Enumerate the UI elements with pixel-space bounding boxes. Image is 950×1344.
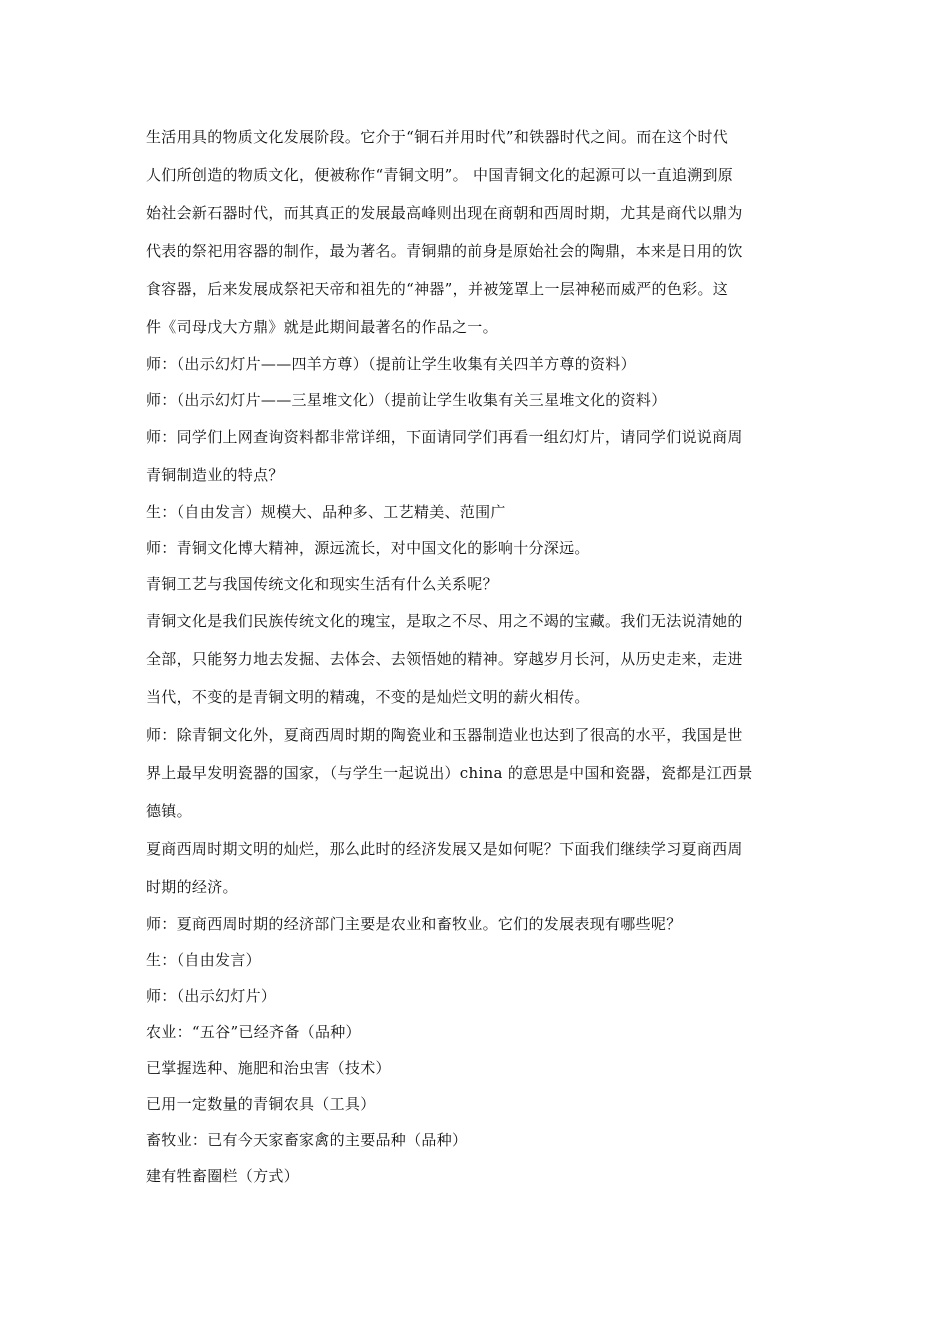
text-line: 青铜文化是我们民族传统文化的瑰宝，是取之不尽、用之不竭的宝藏。我们无法说清她的 bbox=[146, 612, 743, 630]
text-line: 已掌握选种、施肥和治虫害（技术） bbox=[146, 1059, 391, 1077]
text-line: 件《司母戊大方鼎》就是此期间最著名的作品之一。 bbox=[146, 318, 498, 336]
text-line: 师：夏商西周时期的经济部门主要是农业和畜牧业。它们的发展表现有哪些呢？ bbox=[146, 915, 682, 933]
text-line: 师：（出示幻灯片——四羊方尊）（提前让学生收集有关四羊方尊的资料） bbox=[146, 355, 636, 373]
paragraph-question-tradition bbox=[146, 566, 810, 602]
text-line: 全部，只能努力地去发掘、去体会、去领悟她的精神。穿越岁月长河，从历史走来，走进 bbox=[146, 650, 743, 668]
text-line: 界上最早发明瓷器的国家，（与学生一起说出）china 的意思是中国和瓷器，瓷都是江西景 bbox=[146, 764, 753, 782]
text-line: 师：（出示幻灯片） bbox=[146, 987, 277, 1005]
paragraph-sanxingdui bbox=[146, 382, 810, 418]
text-line: 农业：“五谷”已经齐备（品种） bbox=[146, 1023, 361, 1041]
text-line: 生：（自由发言）规模大、品种多、工艺精美、范围广 bbox=[146, 503, 506, 521]
paragraph-slides-question bbox=[146, 418, 810, 494]
text-line: 师：同学们上网查询资料都非常详细，下面请同学们再看一组幻灯片，请同学们说说商周 bbox=[146, 428, 743, 446]
paragraph-teacher-slides bbox=[146, 978, 810, 1014]
paragraph-teacher-remark bbox=[146, 530, 810, 566]
text-line: 生活用具的物质文化发展阶段。它介于“铜石并用时代”和铁器时代之间。而在这个时代 bbox=[146, 128, 729, 146]
text-line: 夏商西周时期文明的灿烂，那么此时的经济发展又是如何呢？下面我们继续学习夏商西周 bbox=[146, 840, 743, 858]
text-line: 人们所创造的物质文化，便被称作“青铜文明”。 中国青铜文化的起源可以一直追溯到原 bbox=[146, 166, 734, 184]
paragraph-economy-sectors bbox=[146, 906, 810, 942]
text-line: 当代，不变的是青铜文明的精魂，不变的是灿烂文明的薪火相传。 bbox=[146, 688, 590, 706]
paragraph-bronze-treasure bbox=[146, 602, 810, 716]
paragraph-porcelain bbox=[146, 716, 810, 830]
paragraph-agriculture-tools bbox=[146, 1086, 810, 1122]
paragraph-student-answer bbox=[146, 494, 810, 530]
text-line: 师：（出示幻灯片——三星堆文化）（提前让学生收集有关三星堆文化的资料） bbox=[146, 391, 667, 409]
paragraph-student-free bbox=[146, 942, 810, 978]
text-line: 师：青铜文化博大精神，源远流长，对中国文化的影响十分深远。 bbox=[146, 539, 590, 557]
paragraph-bronze-civilization bbox=[146, 118, 810, 346]
text-line: 时期的经济。 bbox=[146, 878, 238, 896]
text-line: 青铜制造业的特点？ bbox=[146, 466, 284, 484]
paragraph-husbandry-varieties bbox=[146, 1122, 810, 1158]
document-page bbox=[146, 118, 810, 1194]
paragraph-four-sheep-zun bbox=[146, 346, 810, 382]
text-line: 德镇。 bbox=[146, 802, 192, 820]
text-line: 已用一定数量的青铜农具（工具） bbox=[146, 1095, 376, 1113]
text-line: 代表的祭祀用容器的制作，最为著名。青铜鼎的前身是原始社会的陶鼎，本来是日用的饮 bbox=[146, 242, 743, 260]
text-line: 青铜工艺与我国传统文化和现实生活有什么关系呢？ bbox=[146, 575, 498, 593]
text-line: 师：除青铜文化外，夏商西周时期的陶瓷业和玉器制造业也达到了很高的水平，我国是世 bbox=[146, 726, 743, 744]
text-line: 始社会新石器时代，而其真正的发展最高峰则出现在商朝和西周时期，尤其是商代以鼎为 bbox=[146, 204, 743, 222]
text-line: 畜牧业：已有今天家畜家禽的主要品种（品种） bbox=[146, 1131, 468, 1149]
paragraph-husbandry-method bbox=[146, 1158, 810, 1194]
paragraph-economy-intro bbox=[146, 830, 810, 906]
text-line: 生：（自由发言） bbox=[146, 951, 261, 969]
text-line: 食容器，后来发展成祭祀天帝和祖先的“神器”，并被笼罩上一层神秘而威严的色彩。这 bbox=[146, 280, 729, 298]
text-line: 建有牲畜圈栏（方式） bbox=[146, 1167, 300, 1185]
paragraph-agriculture-varieties bbox=[146, 1014, 810, 1050]
paragraph-agriculture-technique bbox=[146, 1050, 810, 1086]
